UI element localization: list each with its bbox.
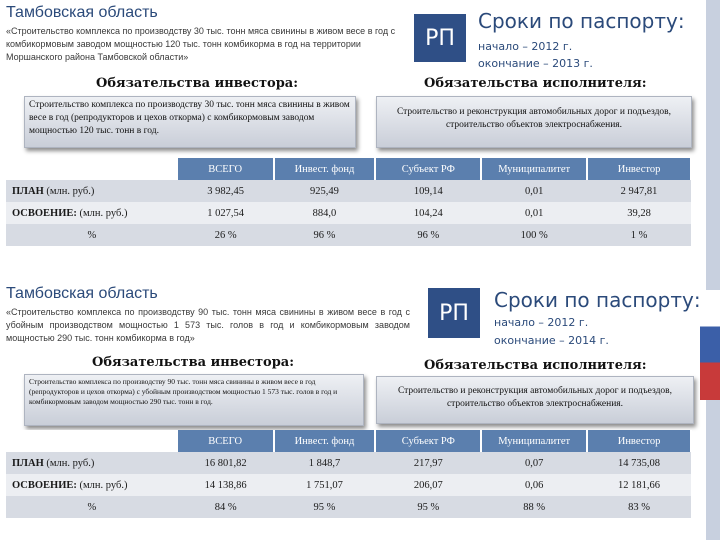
deadline-end: окончание – 2014 г. bbox=[494, 334, 609, 347]
table-cell: 95 % bbox=[375, 496, 481, 518]
table-cell: 0,01 bbox=[481, 202, 587, 224]
deadline-end: окончание – 2013 г. bbox=[478, 57, 593, 70]
table-cell: 1 027,54 bbox=[178, 202, 274, 224]
col-header: ВСЕГО bbox=[178, 430, 274, 452]
table-cell: 0,07 bbox=[481, 452, 587, 474]
executor-obligations-box bbox=[376, 96, 692, 148]
table-cell: 1 848,7 bbox=[274, 452, 376, 474]
table-cell: 12 181,66 bbox=[587, 474, 691, 496]
project-description: «Строительство комплекса по производству 90 тыс. тонн мяса свинины в живом весе в год с убойным производством мощностью 1 573 тыс. голов в год и комбикормовым заводом мощностью 290 тыс. тонн комбикорма в год» bbox=[6, 307, 410, 343]
table-row-plan bbox=[6, 180, 691, 202]
col-header: Муниципалитет bbox=[481, 158, 587, 180]
region-title: Тамбовская область bbox=[6, 4, 158, 21]
table-cell: 0,01 bbox=[481, 180, 587, 202]
table-row-plan bbox=[6, 452, 691, 474]
col-header: Субъект РФ bbox=[375, 158, 481, 180]
table-cell: 2 947,81 bbox=[587, 180, 691, 202]
table-cell: 14 735,08 bbox=[587, 452, 691, 474]
executor-obligations-text: Строительство и реконструкция автомобильных дорог и подъездов, строительство объектов электроснабжения. bbox=[396, 107, 672, 130]
region-title: Тамбовская область bbox=[6, 285, 158, 302]
table-row-percent bbox=[6, 224, 691, 246]
row-label: ПЛАН (млн. руб.) bbox=[6, 452, 178, 474]
table-cell: 26 % bbox=[178, 224, 274, 246]
table-cell: 1 751,07 bbox=[274, 474, 376, 496]
investor-obligations-text: Строительство комплекса по производству 30 тыс. тонн мяса свинины в живом весе в год (репродукторов и цехов откорма) с комбикормовым заводом мощностью 120 тыс. тонн в год. bbox=[29, 100, 350, 136]
table-cell: 14 138,86 bbox=[178, 474, 274, 496]
deadline-start: начало – 2012 г. bbox=[494, 316, 589, 329]
finance-table bbox=[6, 430, 692, 518]
table-header-row bbox=[6, 158, 691, 180]
table-cell: 100 % bbox=[481, 224, 587, 246]
row-label: % bbox=[6, 496, 178, 518]
deadline-title: Сроки по паспорту: bbox=[478, 9, 685, 33]
executor-obligations-box bbox=[376, 376, 694, 424]
table-cell: 109,14 bbox=[375, 180, 481, 202]
rp-badge: РП bbox=[428, 288, 480, 338]
executor-obligations-title: Обязательства исполнителя: bbox=[424, 76, 647, 91]
col-header: Муниципалитет bbox=[481, 430, 587, 452]
table-cell: 84 % bbox=[178, 496, 274, 518]
table-cell: 16 801,82 bbox=[178, 452, 274, 474]
col-header: ВСЕГО bbox=[178, 158, 274, 180]
investor-obligations-title: Обязательства инвестора: bbox=[96, 76, 299, 91]
table-cell: 884,0 bbox=[274, 202, 376, 224]
table-cell: 88 % bbox=[481, 496, 587, 518]
row-label: ПЛАН (млн. руб.) bbox=[6, 180, 178, 202]
table-cell: 1 % bbox=[587, 224, 691, 246]
table-cell: 925,49 bbox=[274, 180, 376, 202]
table-cell: 96 % bbox=[375, 224, 481, 246]
project-description: «Строительство комплекса по производству 30 тыс. тонн мяса свинины в живом весе в год с комбикормовым заводом мощностью 120 тыс. тонн комбикорма в год на территории Моршанского района Тамбовской области» bbox=[6, 26, 396, 62]
table-cell: 0,06 bbox=[481, 474, 587, 496]
investor-obligations-title: Обязательства инвестора: bbox=[92, 355, 295, 370]
table-cell: 95 % bbox=[274, 496, 376, 518]
row-label: ОСВОЕНИЕ: (млн. руб.) bbox=[6, 474, 178, 496]
col-header: Инвест. фонд bbox=[274, 430, 376, 452]
deadline-start: начало – 2012 г. bbox=[478, 40, 573, 53]
rp-badge: РП bbox=[414, 14, 466, 62]
col-header: Инвест. фонд bbox=[274, 158, 376, 180]
side-decoration bbox=[706, 0, 720, 540]
table-cell: 206,07 bbox=[375, 474, 481, 496]
row-label: % bbox=[6, 224, 178, 246]
table-cell: 39,28 bbox=[587, 202, 691, 224]
table-row-percent bbox=[6, 496, 691, 518]
deadline-title: Сроки по паспорту: bbox=[494, 288, 701, 312]
flag-decoration bbox=[700, 290, 720, 400]
table-cell: 217,97 bbox=[375, 452, 481, 474]
table-cell: 96 % bbox=[274, 224, 376, 246]
table-header-row bbox=[6, 430, 691, 452]
col-header: Субъект РФ bbox=[375, 430, 481, 452]
table-row-osvoenie bbox=[6, 202, 691, 224]
row-label: ОСВОЕНИЕ: (млн. руб.) bbox=[6, 202, 178, 224]
table-cell: 83 % bbox=[587, 496, 691, 518]
col-header: Инвестор bbox=[587, 158, 691, 180]
table-cell: 104,24 bbox=[375, 202, 481, 224]
table-cell: 3 982,45 bbox=[178, 180, 274, 202]
investor-obligations-box bbox=[24, 96, 356, 148]
investor-obligations-box bbox=[24, 374, 364, 426]
investor-obligations-text: Строительство комплекса по производству 90 тыс. тонн мяса свинины в живом весе в год (репродукторов и цехов откорма) с убойным производством мощностью 1 573 тыс. голов в год и комбикормовым заводом мощностью 290 тыс. тонн в год. bbox=[29, 377, 338, 406]
table-row-osvoenie bbox=[6, 474, 691, 496]
executor-obligations-text: Строительство и реконструкция автомобильных дорог и подъездов, строительство объектов электроснабжения. bbox=[397, 386, 673, 409]
finance-table bbox=[6, 158, 692, 246]
col-header: Инвестор bbox=[587, 430, 691, 452]
executor-obligations-title: Обязательства исполнителя: bbox=[424, 358, 647, 373]
